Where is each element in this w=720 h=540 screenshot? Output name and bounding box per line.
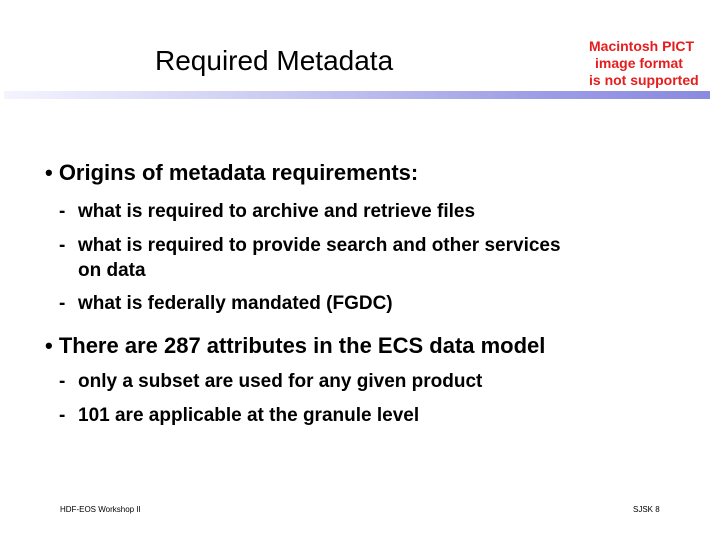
unsupported-image-placeholder <box>589 38 699 90</box>
bullet-attributes: • There are 287 attributes in the ECS data model <box>45 333 546 358</box>
dash-marker: - <box>59 293 66 314</box>
sub-bullet-text: only a subset are used for any given product <box>78 371 483 392</box>
placeholder-line-3: is not supported <box>589 72 699 88</box>
footer-workshop: HDF-EOS Workshop II <box>60 505 141 514</box>
sub-bullet-text: what is required to provide search and other services <box>78 235 561 256</box>
dash-marker: - <box>59 201 66 222</box>
footer-page-number: SJSK 8 <box>633 505 660 514</box>
placeholder-line-1: Macintosh PICT <box>589 38 695 54</box>
sub-bullet-text-continued: on data <box>78 260 146 281</box>
sub-bullet-text: what is federally mandated (FGDC) <box>78 293 393 314</box>
dash-marker: - <box>59 371 66 392</box>
slide-title: Required Metadata <box>155 45 394 76</box>
placeholder-line-2: image format <box>595 55 683 71</box>
title-underline-bar <box>4 91 710 99</box>
sub-bullet-text: what is required to archive and retrieve files <box>78 201 476 222</box>
dash-marker: - <box>59 235 66 256</box>
dash-marker: - <box>59 405 66 426</box>
bullet-origins: • Origins of metadata requirements: <box>45 160 419 185</box>
sub-bullet-text: 101 are applicable at the granule level <box>78 405 420 426</box>
